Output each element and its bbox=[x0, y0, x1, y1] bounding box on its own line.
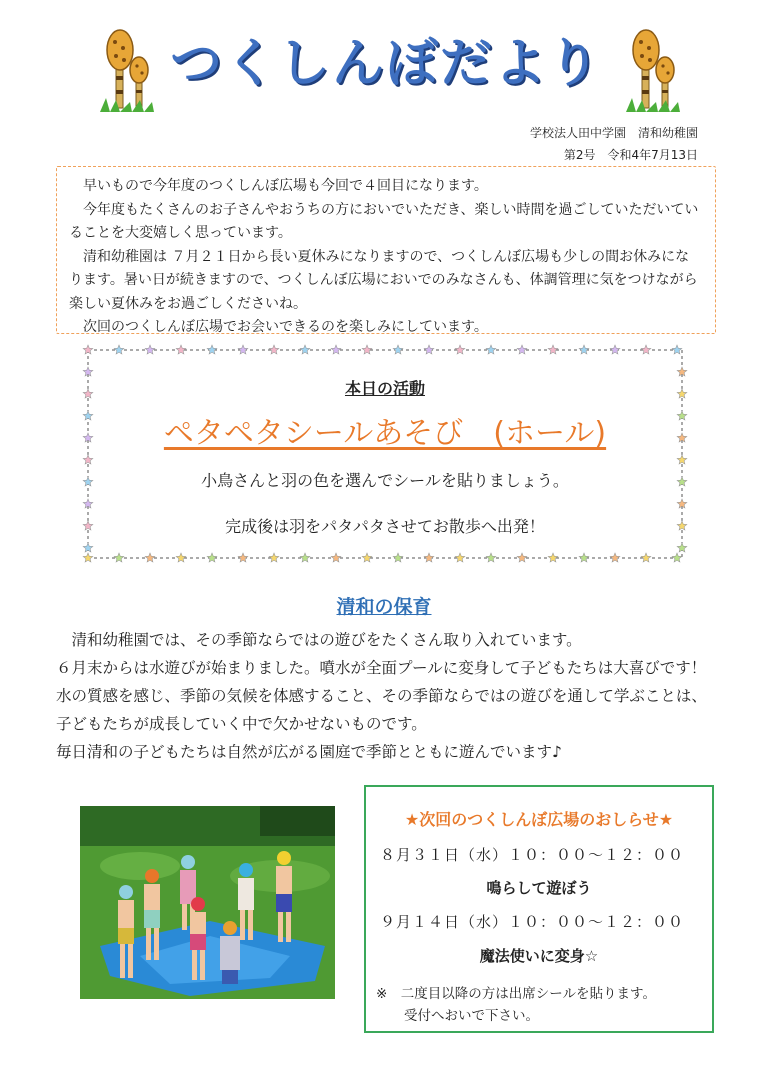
section-body bbox=[56, 626, 720, 766]
event-name: 鳴らして遊ぼう bbox=[486, 879, 592, 897]
activity-heading: 本日の活動 bbox=[344, 379, 425, 398]
activity-title: ペタペタシールあそび (ホール) bbox=[163, 416, 607, 451]
intro-paragraph: 清和幼稚園は ７月２１日から長い夏休みになりますので、つくしんぼ広場も少しの間お休みになります。暑い日が続きますので、つくしんぼ広場においでのみなさんも、体調管理に気をつけながら楽しい夏休みをお過ごしくださいね。 bbox=[69, 248, 698, 312]
intro-box bbox=[56, 166, 716, 334]
notice-title: ★次回のつくしんぼ広場のおしらせ★ bbox=[404, 810, 674, 829]
tsukushi-icon-right bbox=[622, 26, 684, 114]
tsukushi-icon-left bbox=[96, 26, 158, 114]
activity-description: 完成後は羽をパタパタさせてお散歩へ出発！ bbox=[225, 517, 545, 536]
event-name: 魔法使いに変身☆ bbox=[479, 947, 599, 965]
notice-note: ※ 二度目以降の方は出席シールを貼ります。 bbox=[376, 986, 656, 1002]
body-line: 清和幼稚園では、その季節ならではの遊びをたくさん取り入れています。 bbox=[56, 631, 582, 649]
intro-paragraph: 次回のつくしんぼ広場でお会いできるのを楽しみにしています。 bbox=[69, 319, 488, 335]
body-line: ６月末からは水遊びが始まりました。噴水が全面プールに変身して子どもたちは大喜びです！水の質感を感じ、季節の気候を体感すること、その季節ならではの遊びを通して学ぶことは、子どもたちが成長していく中で欠かせないものです。 bbox=[56, 659, 707, 733]
notice-note: 受付へおいで下さい。 bbox=[404, 1008, 539, 1024]
school-name: 学校法人田中学園 清和幼稚園 bbox=[529, 126, 698, 140]
event-date: ８月３１日（水）１０：００〜１２：００ bbox=[380, 846, 685, 864]
body-line: 毎日清和の子どもたちは自然が広がる園庭で季節とともに遊んでいます♪ bbox=[56, 743, 562, 761]
issue-date: 第2号 令和4年7月13日 bbox=[563, 148, 698, 162]
event-date: ９月１４日（水）１０：００〜１２：００ bbox=[380, 913, 685, 931]
children-water-play-photo bbox=[80, 806, 335, 999]
activity-box bbox=[82, 344, 688, 564]
section-title: 清和の保育 bbox=[336, 596, 432, 618]
intro-paragraph: 早いもので今年度のつくしんぼ広場も今回で４回目になります。 bbox=[69, 178, 488, 194]
intro-paragraph: 今年度もたくさんのお子さんやおうちの方においでいただき、楽しい時間を過ごしていただいていることを大変嬉しく思っています。 bbox=[69, 201, 699, 241]
newsletter-title: つくしんぼだより bbox=[170, 34, 603, 94]
activity-description: 小鳥さんと羽の色を選んでシールを貼りましょう。 bbox=[201, 471, 569, 490]
notice-box bbox=[364, 785, 714, 1033]
